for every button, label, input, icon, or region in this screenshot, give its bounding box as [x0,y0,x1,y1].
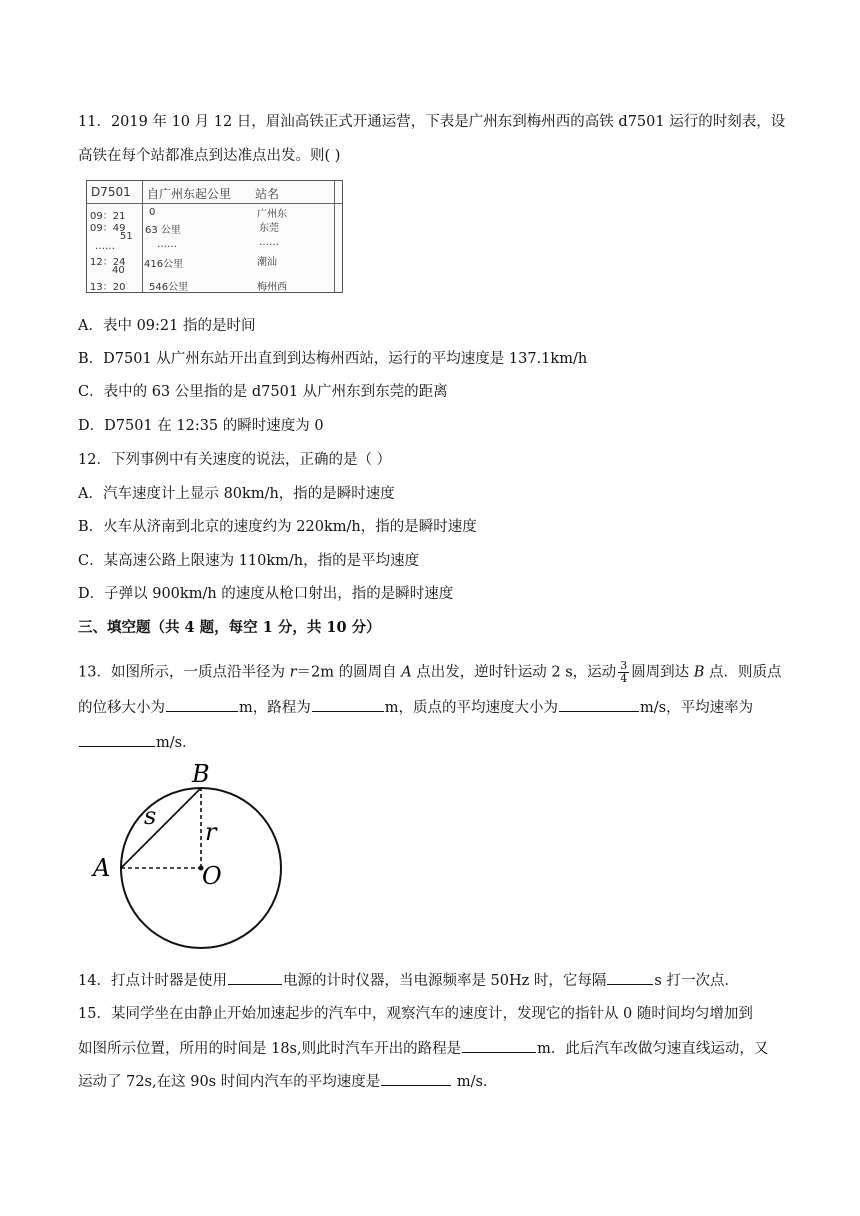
answer-blank[interactable] [381,1071,451,1086]
fraction-three-quarters [618,660,629,685]
q13-text: m，路程为 [239,700,311,716]
q11-option-d: D．D7501 在 12:35 的瞬时速度为 0 [78,418,324,434]
q14-text: 电源的计时仪器，当电源频率是 50Hz 时，它每隔 [282,973,607,989]
q15-stem-line1: 15．某同学坐在由静止开始加速起步的汽车中，观察汽车的速度计，发现它的指针从 0 随时间均匀增加到 [78,1006,753,1022]
q15-text: 如图所示位置，所用的时间是 18s,则此时汽车开出的路程是 [78,1041,462,1057]
tt-time: 40 [112,265,125,276]
answer-blank[interactable] [228,970,282,985]
timetable-image [86,180,343,293]
q13-text: ＝2m 的圆周自 [296,664,402,681]
tt-station: 东莞 [259,223,279,234]
tt-header-train: D7501 [91,185,131,199]
circle-diagram [86,760,296,970]
tt-time: 12：24 [90,257,126,268]
tt-station: …… [259,237,279,248]
tt-distance: 546公里 [149,282,189,293]
q13-text: 点．则质点 [704,664,782,681]
q13-text: 点出发，逆时针运动 2 s，运动 [411,664,617,681]
section-title: 三、填空题（共 4 题，每空 1 分，共 10 分） [78,619,381,636]
q11-stem-line1: 11．2019 年 10 月 12 日，眉汕高铁正式开通运营，下表是广州东到梅州西的高铁 d7501 运行的时刻表，设 [78,114,786,130]
q15-stem-line3 [78,1071,488,1092]
q11-option-c: C．表中的 63 公里指的是 d7501 从广州东到东莞的距离 [78,384,448,400]
q13-stem-line2 [78,697,753,718]
q13-var-r: r [289,664,297,681]
q13-text: m/s，平均速率为 [640,700,754,716]
tt-time: …… [95,241,115,252]
q11-option-a: A．表中 09:21 指的是时间 [78,318,256,334]
q12-stem: 12．下列事例中有关速度的说法，正确的是（ ） [78,452,392,468]
q14-text: s 打一次点． [654,973,739,989]
answer-blank[interactable] [607,970,653,985]
tt-time: 51 [120,231,133,242]
tt-station: 潮汕 [257,257,277,268]
q13-stem-line3 [78,732,197,753]
q13-text: 13．如图所示，一质点沿半径为 [78,664,290,681]
q14-stem [78,970,739,991]
tt-distance: 416公里 [144,259,184,270]
fraction-numerator: 3 [620,659,628,672]
q13-stem-line1 [78,660,782,685]
tt-time: 09：49 [90,223,126,234]
tt-distance: 0 [149,207,156,218]
q11-stem-line2: 高铁在每个站都准点到达准点出发。则( ) [78,148,341,164]
label-a: A [93,854,111,882]
q13-text: m/s． [156,735,197,751]
label-s: s [144,802,157,830]
tt-time: 13：20 [90,282,126,293]
tt-header-station: 站名 [255,187,280,201]
tt-distance: 63 公里 [145,225,181,236]
answer-blank[interactable] [166,697,238,712]
tt-station: 梅州西 [257,282,287,293]
tt-header-distance: 自广州东起公里 [147,187,232,201]
q15-text: m/s. [452,1074,488,1090]
q13-text: 圆周到达 [631,664,694,681]
q15-stem-line2 [78,1038,768,1059]
q12-option-a: A．汽车速度计上显示 80km/h，指的是瞬时速度 [78,486,395,502]
q15-text: 运动了 72s,在这 90s 时间内汽车的平均速度是 [78,1074,381,1090]
answer-blank[interactable] [79,732,155,747]
q13-var-b: B [693,664,705,681]
displacement-s [121,788,201,868]
fraction-denominator: 4 [620,672,628,685]
q12-option-d: D．子弹以 900km/h 的速度从枪口射出，指的是瞬时速度 [78,586,454,602]
q15-text: m．此后汽车改做匀速直线运动，又 [537,1041,769,1057]
answer-blank[interactable] [462,1038,536,1053]
q13-var-a: A [401,664,412,681]
label-o: O [202,862,222,890]
q12-option-c: C．某高速公路上限速为 110km/h，指的是平均速度 [78,553,420,569]
tt-time: 09：21 [90,211,126,222]
q14-text: 14．打点计时器是使用 [78,973,227,989]
q13-text: m，质点的平均速度大小为 [384,700,558,716]
tt-distance: …… [157,239,177,250]
answer-blank[interactable] [559,697,639,712]
q12-option-b: B．火车从济南到北京的速度约为 220km/h，指的是瞬时速度 [78,519,477,535]
q11-option-b: B．D7501 从广州东站开出直到到达梅州西站，运行的平均速度是 137.1km/h [78,351,588,367]
label-b: B [192,760,210,788]
answer-blank[interactable] [312,697,384,712]
label-r: r [205,818,217,846]
tt-station: 广州东 [257,209,287,220]
q13-text: 的位移大小为 [78,700,165,716]
